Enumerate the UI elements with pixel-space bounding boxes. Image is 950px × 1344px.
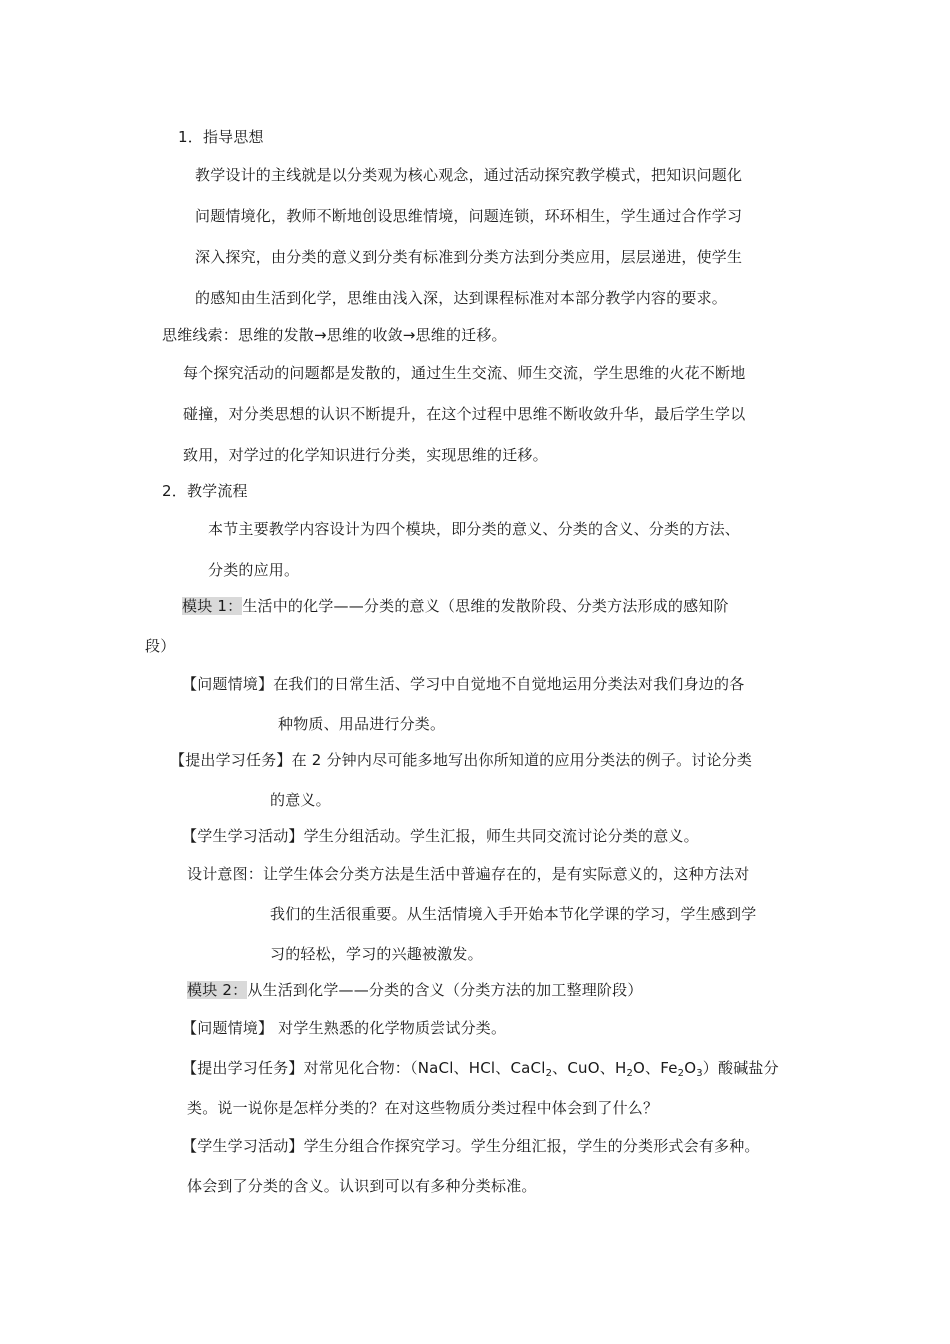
guiding-paragraph-line-3: 深入探究，由分类的意义到分类有标准到分类方法到分类应用，层层递进，使学生 — [195, 248, 743, 266]
guiding-paragraph-line-4: 的感知由生活到化学，思维由浅入深，达到课程标准对本部分教学内容的要求。 — [195, 289, 728, 307]
module-1-heading — [182, 596, 729, 616]
module-1-intent-line-2: 我们的生活很重要。从生活情境入手开始本节化学课的学习，学生感到学 — [270, 905, 757, 923]
module-2-task-line-1 — [182, 1058, 779, 1078]
module-1-task-line-1: 【提出学习任务】在 2 分钟内尽可能多地写出你所知道的应用分类法的例子。讨论分类 — [170, 751, 753, 769]
module-1-intent-line-1: 设计意图：让学生体会分类方法是生活中普遍存在的，是有实际意义的，这种方法对 — [187, 865, 750, 883]
module-2-task-line-2: 类。说一说你是怎样分类的？在对这些物质分类过程中体会到了什么？ — [187, 1099, 659, 1117]
module-2-problem-line: 【问题情境】 对学生熟悉的化学物质尝试分类。 — [182, 1019, 507, 1037]
thinking-clue-line: 思维线索：思维的发散→思维的收敛→思维的迁移。 — [162, 326, 507, 344]
module-1-heading-continued: 段） — [145, 637, 176, 655]
module-1-problem-line-1: 【问题情境】在我们的日常生活、学习中自觉地不自觉地运用分类法对我们身边的各 — [182, 675, 745, 693]
modules-intro-line-2: 分类的应用。 — [208, 561, 300, 579]
subscript: 2 — [677, 1068, 685, 1079]
module-1-task-line-2: 的意义。 — [270, 791, 331, 809]
module-2-task-suffix: ）酸碱盐分 — [702, 1059, 779, 1077]
module-2-label: 模块 2： — [187, 981, 248, 999]
module-2-activity-line-2: 体会到了分类的含义。认识到可以有多种分类标准。 — [187, 1177, 537, 1195]
module-1-intent-line-3: 习的轻松，学习的兴趣被激发。 — [270, 945, 483, 963]
subscript: 3 — [696, 1068, 703, 1079]
module-2-task-text: O、Fe — [633, 1059, 678, 1077]
module-1-title: 生活中的化学——分类的意义（思维的发散阶段、分类方法形成的感知阶 — [242, 597, 729, 615]
guiding-paragraph-line-2: 问题情境化，教师不断地创设思维情境，问题连锁，环环相生，学生通过合作学习 — [195, 207, 743, 225]
module-2-activity-line-1: 【学生学习活动】学生分组合作探究学习。学生分组汇报，学生的分类形式会有多种。 — [182, 1137, 760, 1155]
section-1-heading: 1．指导思想 — [178, 128, 264, 146]
module-2-task-prefix: 【提出学习任务】对常见化合物：（NaCl、HCl、CaCl — [182, 1059, 546, 1077]
module-2-task-text: 、CuO、H — [552, 1059, 627, 1077]
modules-intro-line-1: 本节主要教学内容设计为四个模块，即分类的意义、分类的含义、分类的方法、 — [208, 520, 741, 538]
module-2-task-text: O — [684, 1059, 697, 1077]
section-2-heading: 2．教学流程 — [162, 482, 248, 500]
module-1-label: 模块 1： — [182, 597, 243, 615]
subscript: 2 — [545, 1068, 553, 1079]
subscript: 2 — [626, 1068, 633, 1079]
inquiry-paragraph-line-1: 每个探究活动的问题都是发散的，通过生生交流、师生交流，学生思维的火花不断地 — [183, 364, 746, 382]
inquiry-paragraph-line-2: 碰撞，对分类思想的认识不断提升，在这个过程中思维不断收敛升华，最后学生学以 — [183, 405, 746, 423]
inquiry-paragraph-line-3: 致用，对学过的化学知识进行分类，实现思维的迁移。 — [183, 446, 548, 464]
module-1-problem-line-2: 种物质、用品进行分类。 — [278, 715, 446, 733]
module-1-activity-line: 【学生学习活动】学生分组活动。学生汇报，师生共同交流讨论分类的意义。 — [182, 827, 699, 845]
module-2-heading — [187, 980, 643, 1000]
guiding-paragraph-line-1: 教学设计的主线就是以分类观为核心观念，通过活动探究教学模式，把知识问题化 — [195, 166, 743, 184]
module-2-title: 从生活到化学——分类的含义（分类方法的加工整理阶段） — [247, 981, 643, 999]
